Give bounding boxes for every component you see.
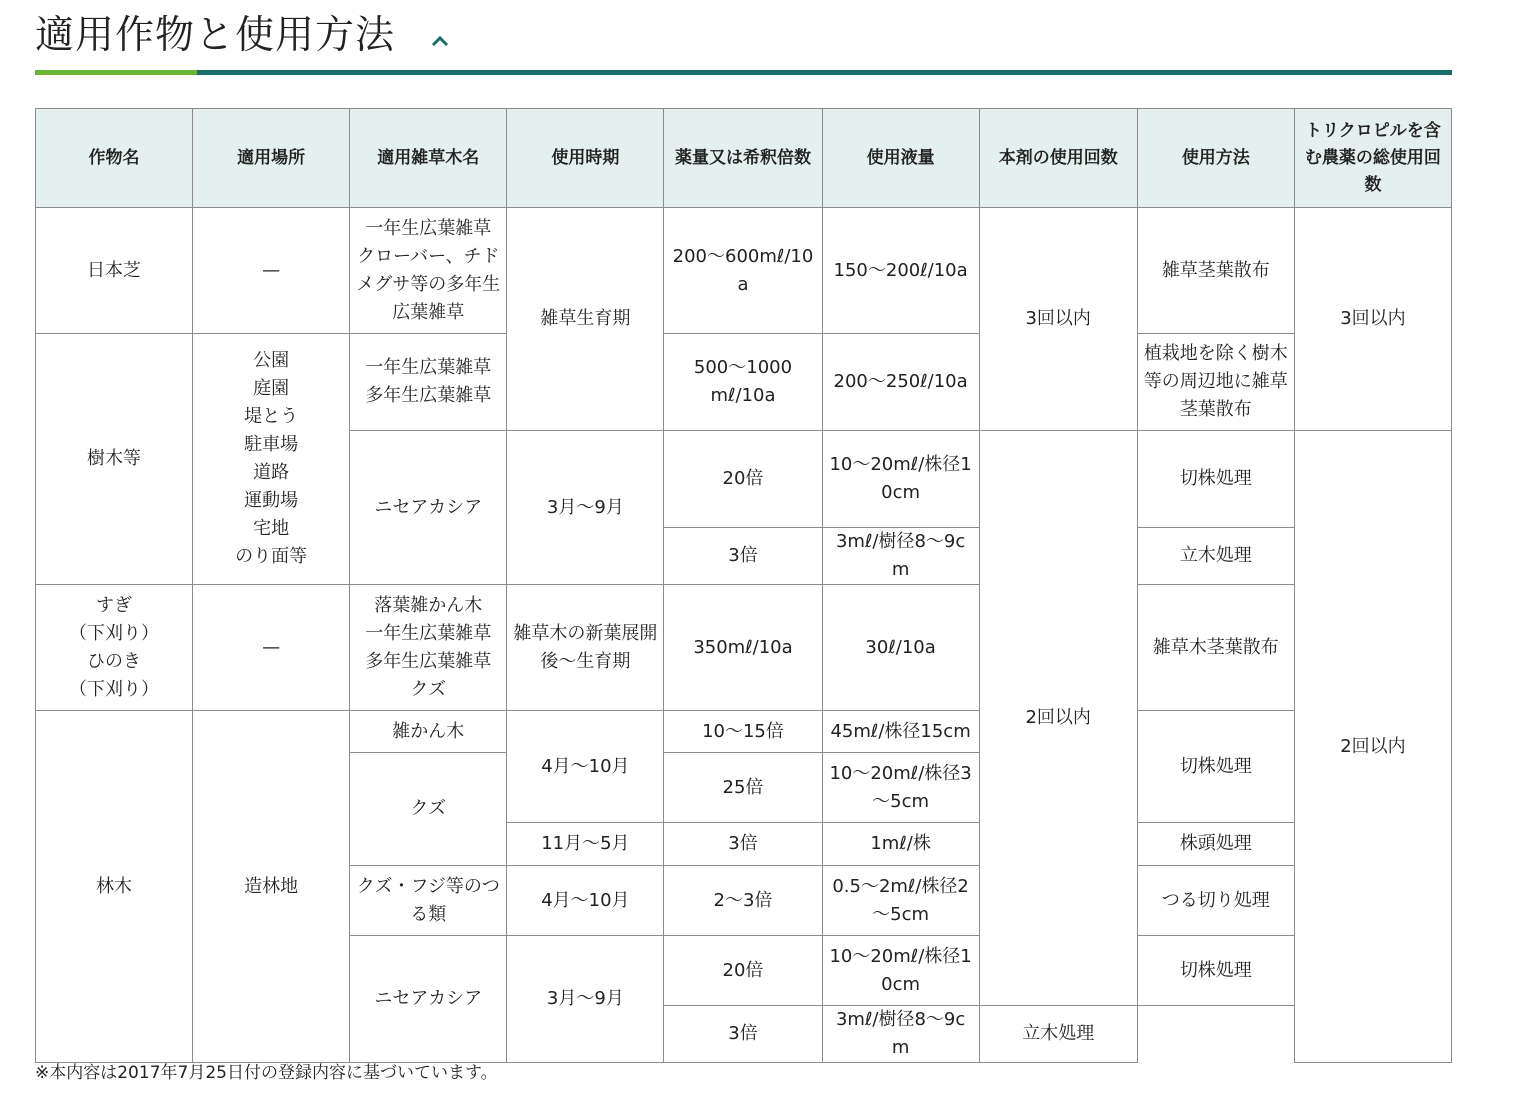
- table-cell: [822, 528, 979, 585]
- table-cell: [193, 585, 350, 711]
- table-cell: [664, 1006, 822, 1063]
- table-cell: [193, 334, 350, 585]
- table-cell: [36, 711, 193, 1063]
- table-cell: [350, 866, 507, 936]
- cell-text: 350mℓ/10a: [693, 636, 793, 658]
- table-cell: [664, 711, 822, 753]
- table-cell: [664, 823, 822, 866]
- table-cell: [1137, 431, 1294, 528]
- table-cell: [664, 866, 822, 936]
- table-cell: [822, 585, 979, 711]
- table-cell: [507, 823, 664, 866]
- table-cell: [350, 585, 507, 711]
- table-cell: [664, 753, 822, 823]
- cell-text: 林木: [96, 875, 133, 897]
- table-cell: [664, 528, 822, 585]
- cell-text: 45mℓ/株径15cm: [830, 720, 971, 742]
- cell-text: ニセアカシア: [374, 988, 483, 1009]
- cell-text: 3mℓ/樹径8～9cm: [835, 531, 966, 580]
- header-count: 本剤の使用回数: [979, 109, 1137, 208]
- usage-table: [35, 108, 1452, 1063]
- cell-text: 造林地: [244, 875, 299, 897]
- table-cell: [507, 431, 664, 585]
- table-cell: [979, 431, 1137, 1006]
- table-cell: [664, 936, 822, 1006]
- cell-text: 2回以内: [1340, 735, 1406, 757]
- table-cell: [350, 753, 507, 866]
- cell-text: 150～200ℓ/10a: [833, 259, 968, 281]
- cell-text: —: [262, 636, 281, 658]
- collapse-toggle[interactable]: [423, 24, 457, 58]
- section-title: 適用作物と使用方法: [35, 13, 396, 58]
- cell-text: 一年生広葉雑草 多年生広葉雑草: [365, 357, 492, 406]
- cell-text: 立木処理: [1179, 545, 1252, 566]
- table-cell: [36, 208, 193, 334]
- cell-text: 30ℓ/10a: [865, 636, 936, 658]
- table-cell: [350, 334, 507, 431]
- cell-text: 3倍: [728, 833, 758, 854]
- cell-text: 3倍: [728, 545, 758, 566]
- cell-text: 雑かん木: [392, 720, 465, 742]
- table-cell: [507, 866, 664, 936]
- table-cell: [979, 208, 1137, 431]
- header-method: 使用方法: [1137, 109, 1294, 208]
- cell-text: 3月～9月: [546, 988, 624, 1009]
- cell-text: 2回以内: [1025, 707, 1091, 728]
- cell-text: 雑草木茎葉散布: [1152, 636, 1279, 658]
- cell-text: 500～1000 mℓ/10a: [693, 357, 793, 406]
- cell-text: つる切り処理: [1161, 889, 1270, 911]
- cell-text: クズ: [410, 798, 447, 819]
- table-cell: [822, 936, 979, 1006]
- underline-accent-teal: [197, 70, 1452, 75]
- table-header-row: [36, 109, 1452, 208]
- table-cell: [1294, 431, 1451, 1063]
- cell-text: 11月～5月: [541, 833, 630, 854]
- cell-text: 切株処理: [1179, 468, 1252, 489]
- table-cell: [1294, 208, 1451, 431]
- table-row: [36, 208, 1452, 334]
- underline-accent-green: [35, 70, 197, 75]
- table-cell: [664, 585, 822, 711]
- table-cell: [193, 208, 350, 334]
- table-cell: [350, 208, 507, 334]
- table-cell: [1137, 936, 1294, 1006]
- cell-text: 株頭処理: [1179, 833, 1252, 854]
- header-dose: 薬量又は希釈倍数: [664, 109, 822, 208]
- header-crop: 作物名: [36, 109, 193, 208]
- cell-text: 3回以内: [1340, 308, 1406, 329]
- cell-text: 植栽地を除く樹木等の周辺地に雑草茎葉散布: [1143, 343, 1288, 420]
- cell-text: 落葉雑かん木 一年生広葉雑草 多年生広葉雑草 クズ: [365, 594, 492, 700]
- table-cell: [1137, 585, 1294, 711]
- table-cell: [664, 431, 822, 528]
- table-cell: [1137, 711, 1294, 823]
- cell-text: 20倍: [722, 959, 764, 981]
- cell-text: 切株処理: [1179, 755, 1252, 777]
- cell-text: 25倍: [722, 776, 764, 798]
- cell-text: 200～600mℓ/10a: [672, 245, 814, 295]
- table-cell: [507, 208, 664, 431]
- cell-text: 20倍: [722, 468, 764, 489]
- table-cell: [350, 431, 507, 585]
- cell-text: 0.5～2mℓ/株径2～5cm: [832, 875, 969, 925]
- table-cell: [36, 585, 193, 711]
- cell-text: 一年生広葉雑草 クローバー、チドメグサ等の多年生広葉雑草: [356, 217, 501, 323]
- cell-text: 3回以内: [1025, 308, 1091, 329]
- header-volume: 使用液量: [822, 109, 979, 208]
- table-cell: [822, 208, 979, 334]
- cell-text: 雑草生育期: [540, 308, 631, 329]
- table-cell: [36, 334, 193, 585]
- table-cell: [822, 823, 979, 866]
- table-cell: [1137, 823, 1294, 866]
- registration-footnote: ※本内容は2017年7月25日付の登録内容に基づいています。: [35, 1063, 498, 1083]
- table-cell: [1137, 334, 1294, 431]
- cell-text: 4月～10月: [541, 889, 630, 911]
- cell-text: 立木処理: [1022, 1023, 1095, 1044]
- cell-text: 樹木等: [87, 448, 142, 469]
- table-cell: [822, 1006, 979, 1063]
- cell-text: 3月～9月: [546, 496, 624, 518]
- cell-text: 4月～10月: [541, 755, 630, 777]
- header-place: 適用場所: [193, 109, 350, 208]
- cell-text: 日本芝: [87, 259, 142, 281]
- table-cell: [822, 711, 979, 753]
- cell-text: ニセアカシア: [374, 496, 483, 518]
- cell-text: 10～15倍: [702, 720, 784, 742]
- table-cell: [979, 1006, 1137, 1063]
- header-weed: 適用雑草木名: [350, 109, 507, 208]
- table-cell: [822, 753, 979, 823]
- table-cell: [350, 936, 507, 1063]
- cell-text: 3mℓ/樹径8～9cm: [835, 1009, 966, 1058]
- cell-text: クズ・フジ等のつる類: [356, 875, 500, 925]
- table-cell: [1137, 208, 1294, 334]
- cell-text: 2～3倍: [713, 889, 773, 911]
- cell-text: 200～250ℓ/10a: [833, 371, 968, 392]
- header-time: 使用時期: [507, 109, 664, 208]
- table-row: [36, 585, 1452, 711]
- cell-text: 公園 庭園 堤とう 駐車場 道路 運動場 宅地 のり面等: [235, 350, 308, 567]
- table-cell: [507, 585, 664, 711]
- chevron-up-icon: [430, 34, 450, 48]
- table-cell: [507, 711, 664, 823]
- table-cell: [507, 936, 664, 1063]
- table-cell: [822, 334, 979, 431]
- table-cell: [350, 711, 507, 753]
- table-cell: [664, 208, 822, 334]
- cell-text: すぎ （下刈り） ひのき （下刈り）: [69, 594, 160, 700]
- table-cell: [1137, 528, 1294, 585]
- table-cell: [664, 334, 822, 431]
- table-row: [36, 334, 1452, 431]
- cell-text: 10～20mℓ/株径3～5cm: [829, 762, 972, 812]
- section-header: [35, 0, 1452, 76]
- cell-text: —: [262, 259, 281, 281]
- cell-text: 10～20mℓ/株径10cm: [829, 945, 972, 995]
- cell-text: 1mℓ/株: [870, 833, 931, 854]
- cell-text: 雑草木の新葉展開後～生育期: [513, 622, 658, 672]
- table-row: [36, 711, 1452, 753]
- cell-text: 3倍: [728, 1023, 758, 1044]
- section-underline: [35, 70, 1452, 75]
- table-cell: [1137, 866, 1294, 936]
- table-cell: [193, 711, 350, 1063]
- cell-text: 10～20mℓ/株径10cm: [829, 454, 972, 503]
- cell-text: 雑草茎葉散布: [1161, 259, 1270, 281]
- table-cell: [822, 866, 979, 936]
- cell-text: 切株処理: [1179, 959, 1252, 981]
- header-total: トリクロピルを含む農薬の総使用回数: [1294, 109, 1451, 208]
- table-cell: [822, 431, 979, 528]
